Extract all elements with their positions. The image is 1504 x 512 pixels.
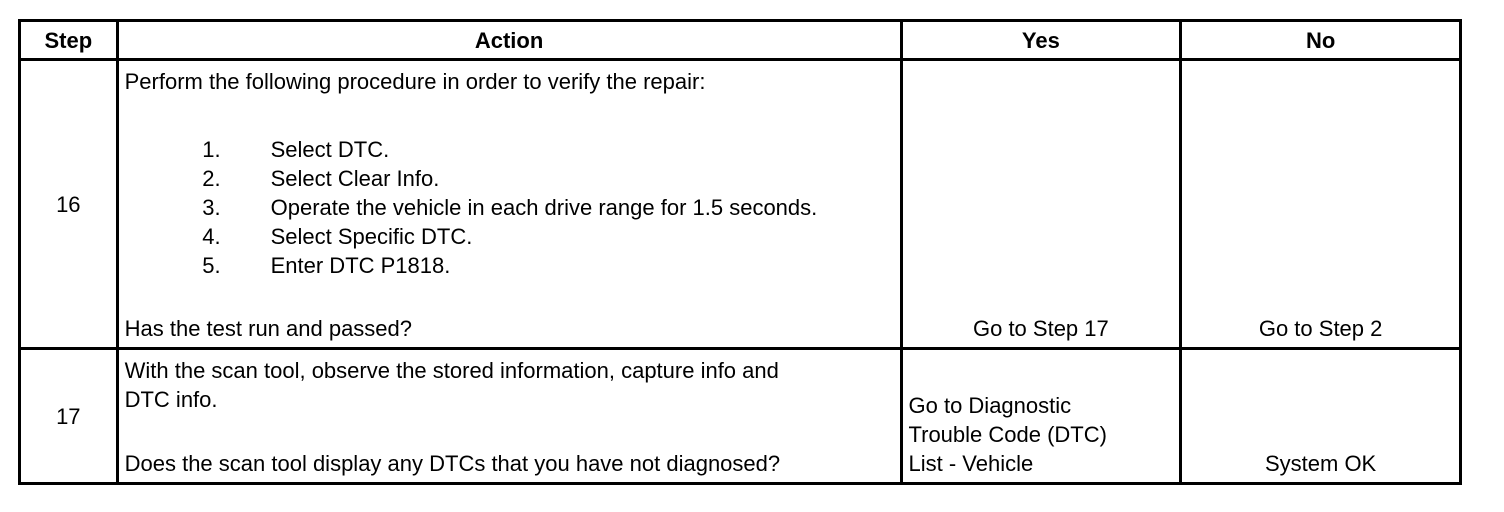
- list-item: [119, 222, 818, 251]
- header-action: Action: [117, 21, 901, 60]
- action-question: Does the scan tool display any DTCs that you have not diagnosed?: [124, 451, 781, 476]
- header-no: No: [1181, 21, 1461, 60]
- header-row: [20, 21, 1461, 60]
- yes-cell: [901, 60, 1181, 349]
- no-cell: [1181, 60, 1461, 349]
- header-step: Step: [20, 21, 118, 60]
- no-outcome: Go to Step 2: [1258, 316, 1383, 341]
- list-item-number: 1.: [202, 137, 221, 162]
- yes-outcome: [909, 391, 1174, 478]
- list-item-text: Operate the vehicle in each drive range for 1.5 seconds.: [270, 195, 818, 220]
- list-item: [119, 135, 818, 164]
- action-question: Has the test run and passed?: [124, 316, 413, 341]
- list-item-number: 5.: [202, 253, 221, 278]
- action-cell: [117, 60, 901, 349]
- step-number: 16: [20, 60, 118, 349]
- yes-outcome-line: List - Vehicle: [908, 451, 1034, 476]
- list-item: [119, 164, 818, 193]
- list-item-number: 2.: [202, 166, 221, 191]
- action-intro: Perform the following procedure in order to verify the repair:: [124, 69, 706, 94]
- list-item-text: Select DTC.: [270, 137, 390, 162]
- no-cell: [1181, 349, 1461, 484]
- table-row-step-17: [20, 349, 1461, 484]
- yes-outcome-line: Trouble Code (DTC): [908, 422, 1107, 447]
- no-outcome: System OK: [1264, 451, 1377, 476]
- list-item-number: 4.: [202, 224, 221, 249]
- list-item: [119, 251, 818, 280]
- step-number: 17: [20, 349, 118, 484]
- action-cell: [117, 349, 901, 484]
- action-intro: [125, 356, 894, 414]
- action-intro-line: With the scan tool, observe the stored information, capture info and: [124, 358, 779, 383]
- list-item: [119, 193, 818, 222]
- list-item-number: 3.: [202, 195, 221, 220]
- list-item-text: Enter DTC P1818.: [270, 253, 451, 278]
- list-item-text: Select Specific DTC.: [270, 224, 473, 249]
- action-intro-line: DTC info.: [124, 387, 218, 412]
- header-yes: Yes: [901, 21, 1181, 60]
- diagnostic-table: [18, 19, 1462, 485]
- list-item-text: Select Clear Info.: [270, 166, 440, 191]
- yes-cell: [901, 349, 1181, 484]
- table-row-step-16: [20, 60, 1461, 349]
- yes-outcome: Go to Step 17: [972, 316, 1109, 341]
- yes-outcome-line: Go to Diagnostic: [908, 393, 1072, 418]
- procedure-list: [119, 135, 818, 280]
